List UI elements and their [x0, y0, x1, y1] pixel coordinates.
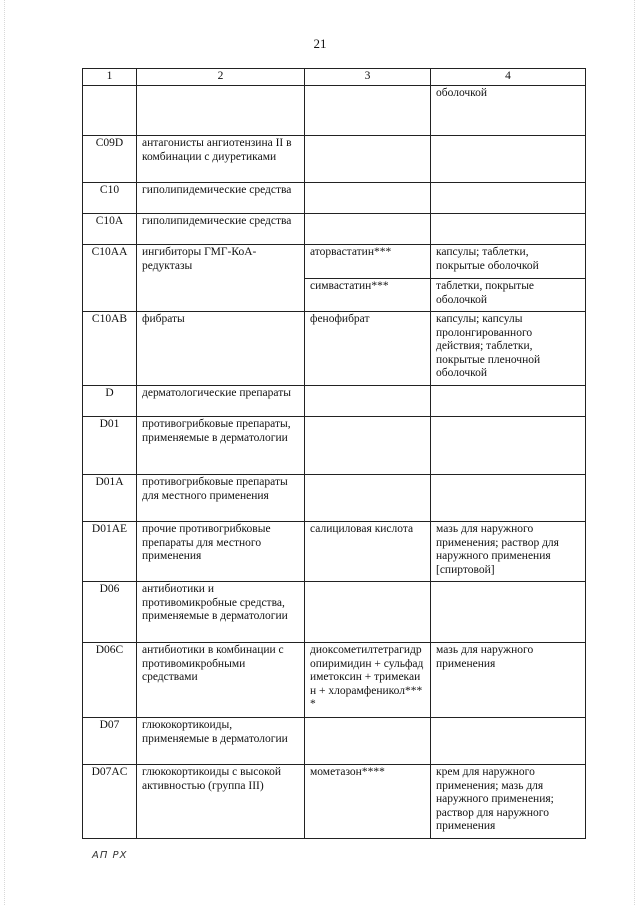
atc-code-cell: C10 [83, 183, 137, 214]
form-cell [431, 582, 586, 643]
column-header-1: 1 [83, 69, 137, 86]
atc-code-cell: C10AA [83, 245, 137, 312]
group-cell: антибиотики и противомикробные средства, применяемые в дерматологии [137, 582, 305, 643]
table-row [83, 386, 586, 417]
drug-cell [305, 386, 431, 417]
group-cell: глюкокортикоиды, применяемые в дерматологии [137, 718, 305, 765]
form-cell [431, 417, 586, 475]
table-row [83, 417, 586, 475]
atc-code-cell: D [83, 386, 137, 417]
scan-edge-left [4, 0, 6, 905]
form-cell [431, 718, 586, 765]
column-header-2: 2 [137, 69, 305, 86]
drug-cell [305, 417, 431, 475]
form-cell: капсулы; таблетки, покрытые оболочкой [431, 245, 586, 279]
form-cell: капсулы; капсулы пролонгированного действия; таблетки, покрытые пленочной оболочкой [431, 312, 586, 386]
table-row [83, 245, 586, 279]
table-row [83, 183, 586, 214]
page-number: 21 [313, 36, 327, 51]
atc-code-cell: D07AC [83, 765, 137, 839]
column-header-3: 3 [305, 69, 431, 86]
drug-cell [305, 718, 431, 765]
form-cell [431, 136, 586, 183]
drug-cell [305, 214, 431, 245]
drug-cell: диоксометилтетрагидропиримидин + сульфадиметоксин + тримекаин + хлорамфеникол**** [305, 643, 431, 718]
table-row [83, 643, 586, 718]
drug-cell: мометазон**** [305, 765, 431, 839]
table-row [83, 522, 586, 582]
drug-table [82, 68, 586, 839]
scan-edge-right [634, 0, 636, 905]
form-cell [431, 214, 586, 245]
table-row [83, 86, 586, 136]
form-cell: крем для наружного применения; мазь для наружного применения; раствор для наружного применения [431, 765, 586, 839]
table-row [83, 475, 586, 522]
table-header-row [83, 69, 586, 86]
table-row [83, 718, 586, 765]
drug-cell [305, 136, 431, 183]
table-row [83, 765, 586, 839]
group-cell: дерматологические препараты [137, 386, 305, 417]
table-row [83, 136, 586, 183]
drug-cell: фенофибрат [305, 312, 431, 386]
group-cell: ингибиторы ГМГ-КоА-редуктазы [137, 245, 305, 312]
atc-code-cell: D01 [83, 417, 137, 475]
form-cell: таблетки, покрытые оболочкой [431, 279, 586, 312]
atc-code-cell: D06C [83, 643, 137, 718]
drug-cell [305, 183, 431, 214]
column-header-4: 4 [431, 69, 586, 86]
form-cell [431, 386, 586, 417]
form-cell [431, 475, 586, 522]
form-cell: мазь для наружного применения; раствор для наружного применения [спиртовой] [431, 522, 586, 582]
group-cell: противогрибковые препараты, применяемые в дерматологии [137, 417, 305, 475]
group-cell: антибиотики в комбинации с противомикробными средствами [137, 643, 305, 718]
drug-cell [305, 475, 431, 522]
atc-code-cell: D06 [83, 582, 137, 643]
drug-cell: аторвастатин*** [305, 245, 431, 279]
group-cell: противогрибковые препараты для местного применения [137, 475, 305, 522]
table-row [83, 214, 586, 245]
group-cell: глюкокортикоиды с высокой активностью (группа III) [137, 765, 305, 839]
form-cell [431, 183, 586, 214]
atc-code-cell [83, 86, 137, 136]
atc-code-cell: D01A [83, 475, 137, 522]
atc-code-cell: D01AE [83, 522, 137, 582]
atc-code-cell: D07 [83, 718, 137, 765]
table-row [83, 582, 586, 643]
footer-initials: АП РХ [92, 850, 128, 861]
atc-code-cell: C09D [83, 136, 137, 183]
table-row [83, 312, 586, 386]
drug-cell [305, 86, 431, 136]
form-cell: мазь для наружного применения [431, 643, 586, 718]
drug-cell: салициловая кислота [305, 522, 431, 582]
group-cell: гиполипидемические средства [137, 183, 305, 214]
atc-code-cell: C10A [83, 214, 137, 245]
atc-code-cell: C10AB [83, 312, 137, 386]
drug-cell [305, 582, 431, 643]
group-cell [137, 86, 305, 136]
drug-cell: симвастатин*** [305, 279, 431, 312]
group-cell: антагонисты ангиотензина II в комбинации с диуретиками [137, 136, 305, 183]
form-cell: оболочкой [431, 86, 586, 136]
group-cell: прочие противогрибковые препараты для местного применения [137, 522, 305, 582]
group-cell: фибраты [137, 312, 305, 386]
group-cell: гиполипидемические средства [137, 214, 305, 245]
